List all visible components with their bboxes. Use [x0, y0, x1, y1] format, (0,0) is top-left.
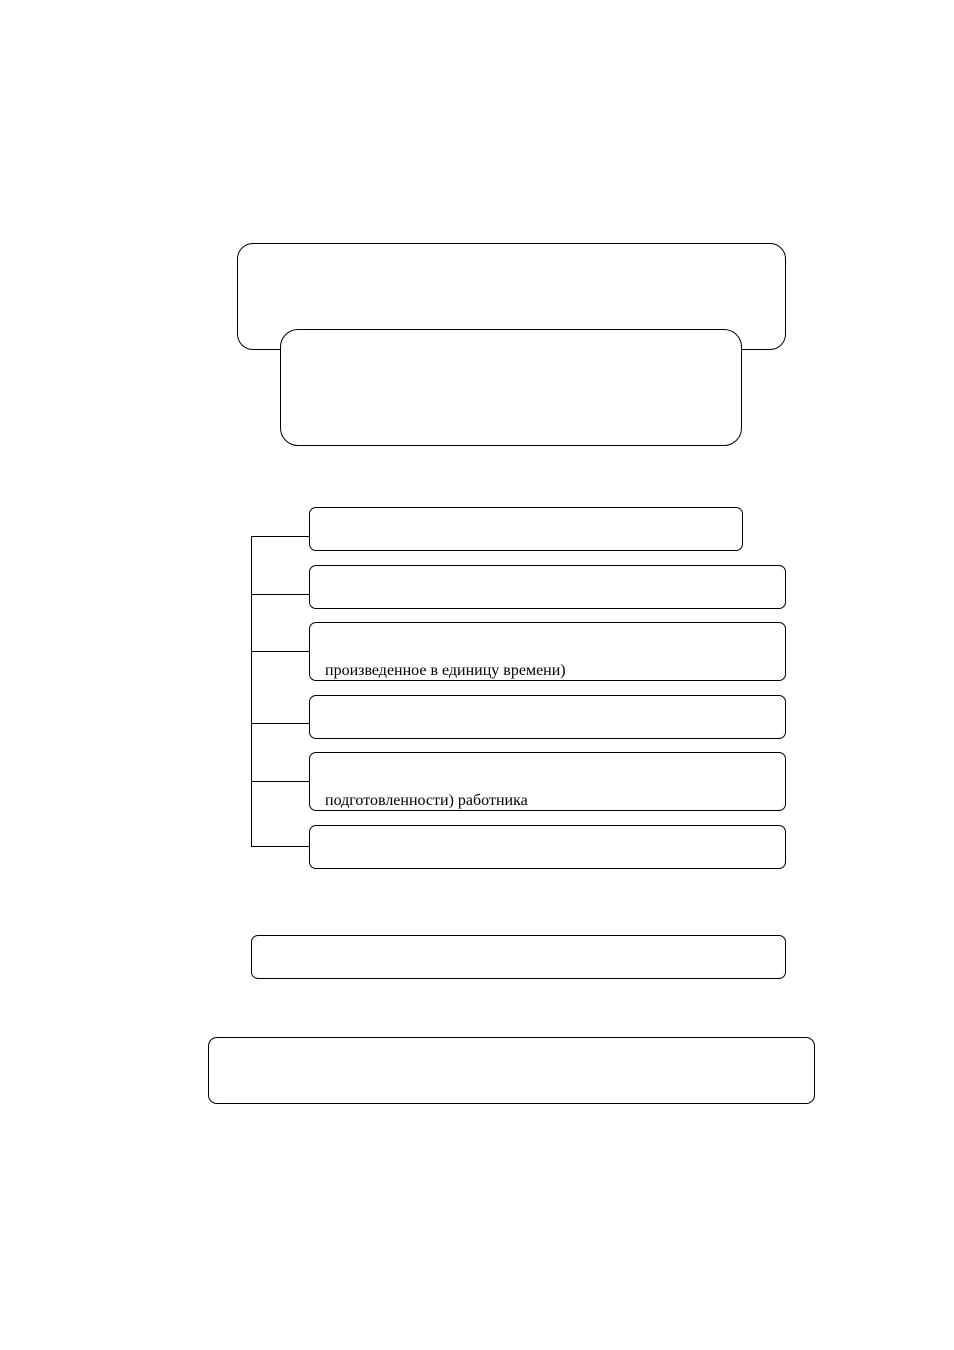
- list-item: [309, 825, 786, 869]
- list-item: [309, 622, 786, 681]
- bottom-box-2: [208, 1037, 815, 1104]
- bottom-box-1: [251, 935, 786, 979]
- list-item: [309, 752, 786, 811]
- list-item: [309, 507, 743, 551]
- list-item-text: подготовленности) работника: [325, 792, 528, 809]
- list-item: [309, 565, 786, 609]
- list-item: [309, 695, 786, 739]
- list-item-text: произведенное в единицу времени): [325, 662, 566, 679]
